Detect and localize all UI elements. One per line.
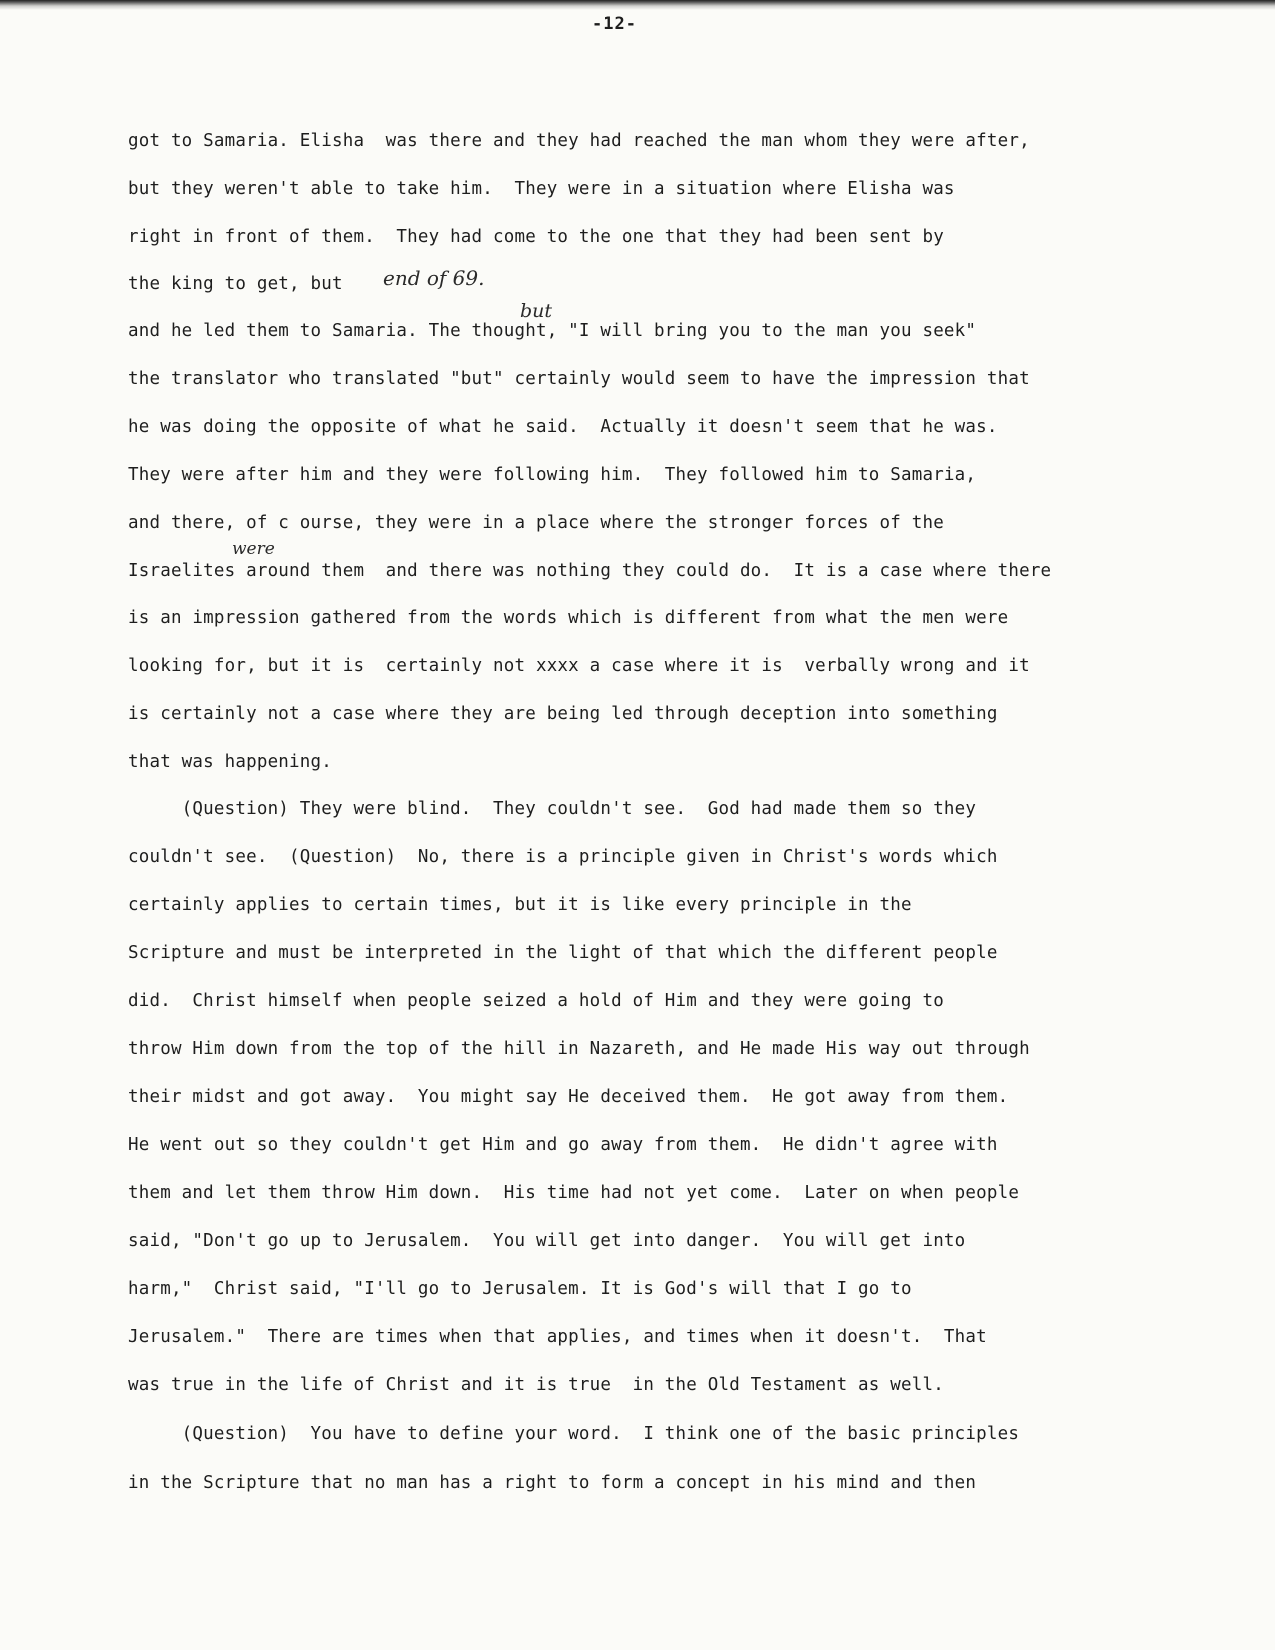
text-line: harm," Christ said, "I'll go to Jerusalem. It is God's will that I go to: [128, 1279, 912, 1299]
text-line: but they weren't able to take him. They were in a situation where Elisha was: [128, 179, 955, 199]
handwritten-end-note: end of 69.: [383, 266, 485, 290]
text-line: certainly applies to certain times, but it is like every principle in the: [128, 895, 912, 915]
text-line: right in front of them. They had come to the one that they had been sent by: [128, 227, 944, 247]
text-line: he was doing the opposite of what he said. Actually it doesn't seem that he was.: [128, 417, 998, 437]
text-line: Jerusalem." There are times when that applies, and times when it doesn't. That: [128, 1327, 987, 1347]
text-line: They were after him and they were following him. They followed him to Samaria,: [128, 465, 977, 485]
text-line: said, "Don't go up to Jerusalem. You will get into danger. You will get into: [128, 1231, 966, 1251]
text-line: (Question) They were blind. They couldn't see. God had made them so they: [128, 799, 977, 819]
text-line: and there, of c ourse, they were in a place where the stronger forces of the: [128, 513, 944, 533]
text-line: throw Him down from the top of the hill in Nazareth, and He made His way out through: [128, 1039, 1030, 1059]
text-line: the translator who translated "but" certainly would seem to have the impression that: [128, 369, 1030, 389]
text-line: got to Samaria. Elisha was there and they had reached the man whom they were after,: [128, 131, 1030, 151]
text-line: that was happening.: [128, 752, 332, 772]
page-number: -12-: [592, 14, 637, 34]
text-line: couldn't see. (Question) No, there is a principle given in Christ's words which: [128, 847, 998, 867]
text-line: was true in the life of Christ and it is true in the Old Testament as well.: [128, 1375, 944, 1395]
text-line: and he led them to Samaria. The thought, "I will bring you to the man you seek": [128, 321, 977, 341]
text-line: their midst and got away. You might say He deceived them. He got away from them.: [128, 1087, 1009, 1107]
handwritten-were-insert: were: [232, 539, 275, 559]
text-line: Israelites around them and there was nothing they could do. It is a case where there: [128, 561, 1052, 581]
text-line: in the Scripture that no man has a right to form a concept in his mind and then: [128, 1473, 977, 1493]
handwritten-but-insert: but: [520, 300, 553, 322]
text-line: (Question) You have to define your word. I think one of the basic principles: [128, 1424, 1020, 1444]
text-line: is an impression gathered from the words which is different from what the men were: [128, 608, 1009, 628]
page-top-edge: [0, 0, 1275, 10]
text-line: looking for, but it is certainly not xxxx a case where it is verbally wrong and it: [128, 656, 1030, 676]
text-line: Scripture and must be interpreted in the light of that which the different people: [128, 943, 998, 963]
text-line: is certainly not a case where they are being led through deception into something: [128, 704, 998, 724]
text-line: the king to get, but: [128, 274, 343, 294]
text-line: He went out so they couldn't get Him and go away from them. He didn't agree with: [128, 1135, 998, 1155]
text-line: did. Christ himself when people seized a hold of Him and they were going to: [128, 991, 944, 1011]
text-line: them and let them throw Him down. His time had not yet come. Later on when people: [128, 1183, 1020, 1203]
